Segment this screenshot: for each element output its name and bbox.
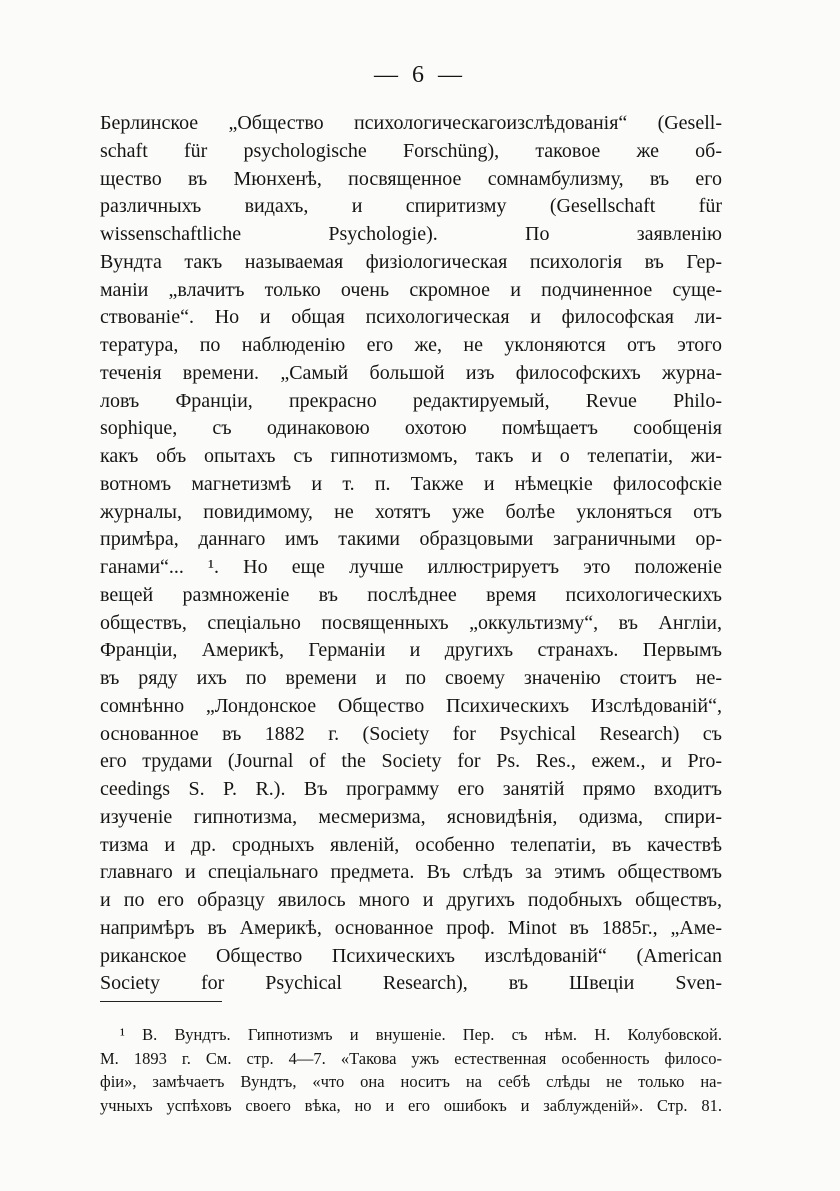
text-line: sophique, съ одинаковою охотою помѣщаетъ сообщенія (100, 417, 722, 440)
text-line: wissenschaftliche Psychologie). По заявленію (100, 223, 722, 245)
text-line: Society for Psychical Research), въ Швеціи Sven- (100, 972, 722, 995)
text-line: теченія времени. „Самый большой изъ философскихъ журна- (100, 361, 722, 384)
text-line: обществъ, спеціально посвященныхъ „оккультизму“, въ Англіи, (100, 611, 722, 634)
text-line: сомнѣнно „Лондонское Общество Психическихъ Изслѣдованій“, (100, 694, 722, 717)
text-line: Вундта такъ называемая физiологическая психологія въ Гер- (100, 250, 722, 273)
footnotes (100, 1023, 722, 1117)
text-line: въ ряду ихъ по времени и по своему значенію стоитъ не- (100, 667, 722, 689)
text-line: изученіе гипнотизма, месмеризма, ясновидѣнія, одизма, спири- (100, 805, 722, 828)
text-line: различныхъ видахъ, и спиритизму (Gesellschaft für (100, 195, 722, 218)
text-line: ловъ Франціи, прекрасно редактируемый, Revue Philo- (100, 389, 722, 412)
text-line: журналы, повидимому, не хотятъ уже болѣе уклоняться отъ (100, 500, 722, 523)
text-line: ганами“... ¹. Но еще лучше иллюстрируетъ это положеніе (100, 556, 722, 578)
text-line: тература, по наблюденію его же, не уклоняются отъ этого (100, 334, 722, 356)
footnote-line: фіи», замѣчаетъ Вундтъ, «что она носитъ на себѣ слѣды не только на- (100, 1072, 722, 1091)
text-line: и по его образцу явилось много и другихъ подобныхъ обществъ, (100, 889, 722, 911)
footnote-line: М. 1893 г. См. стр. 4—7. «Такова ужъ естественная особенность филосо- (100, 1048, 722, 1068)
text-line: Берлинское „Общество психологическагоизслѣдованія“ (Gesell- (100, 112, 722, 134)
text-line: вещей размноженіе въ послѣднее время психологическихъ (100, 583, 722, 606)
footnote-line: учныхъ успѣховъ своего вѣка, но и его ошибокъ и заблужденій». Стр. 81. (100, 1095, 722, 1115)
text-line: ствованіе“. Но и общая психологическая и философская ли- (100, 306, 722, 329)
text-line: главнаго и спеціальнаго предмета. Въ слѣдъ за этимъ обществомъ (100, 861, 722, 884)
text-line: Франціи, Америкѣ, Германіи и другихъ странахъ. Первымъ (100, 639, 722, 662)
text-line: основанное въ 1882 г. (Society for Psychical Research) съ (100, 722, 722, 745)
page-number: — 6 — (374, 62, 466, 88)
text-line: ceedings S. P. R.). Въ программу его занятій прямо входитъ (100, 778, 722, 800)
footnote-line: ¹ В. Вундтъ. Гипнотизмъ и внушеніе. Пер. съ нѣм. Н. Колубовской. (120, 1025, 722, 1044)
main-text (100, 110, 722, 998)
text-line: его трудами (Journal of the Society for Ps. Res., ежем., и Pro- (100, 750, 722, 773)
text-line: schaft für psychologische Forschüng), таковое же об- (100, 139, 722, 162)
text-line: какъ объ опытахъ съ гипнотизмомъ, такъ и о телепатіи, жи- (100, 445, 722, 467)
text-line: маніи „влачитъ только очень скромное и подчиненное суще- (100, 278, 722, 301)
text-line: напримѣръ въ Америкѣ, основанное проф. Minot въ 1885г., „Аме- (100, 916, 722, 939)
text-line: примѣра, даннаго имъ такими образцовыми заграничными ор- (100, 528, 722, 551)
footnote-divider (100, 1001, 222, 1002)
text-line: щество въ Мюнхенѣ, посвященное сомнамбулизму, въ его (100, 167, 722, 190)
text-line: вотномъ магнетизмѣ и т. п. Также и нѣмецкіе философскіе (100, 472, 722, 495)
text-line: тизма и др. сродныхъ явленій, особенно телепатіи, въ качествѣ (100, 833, 722, 856)
text-line: риканское Общество Психическихъ изслѣдованій“ (American (100, 944, 722, 967)
